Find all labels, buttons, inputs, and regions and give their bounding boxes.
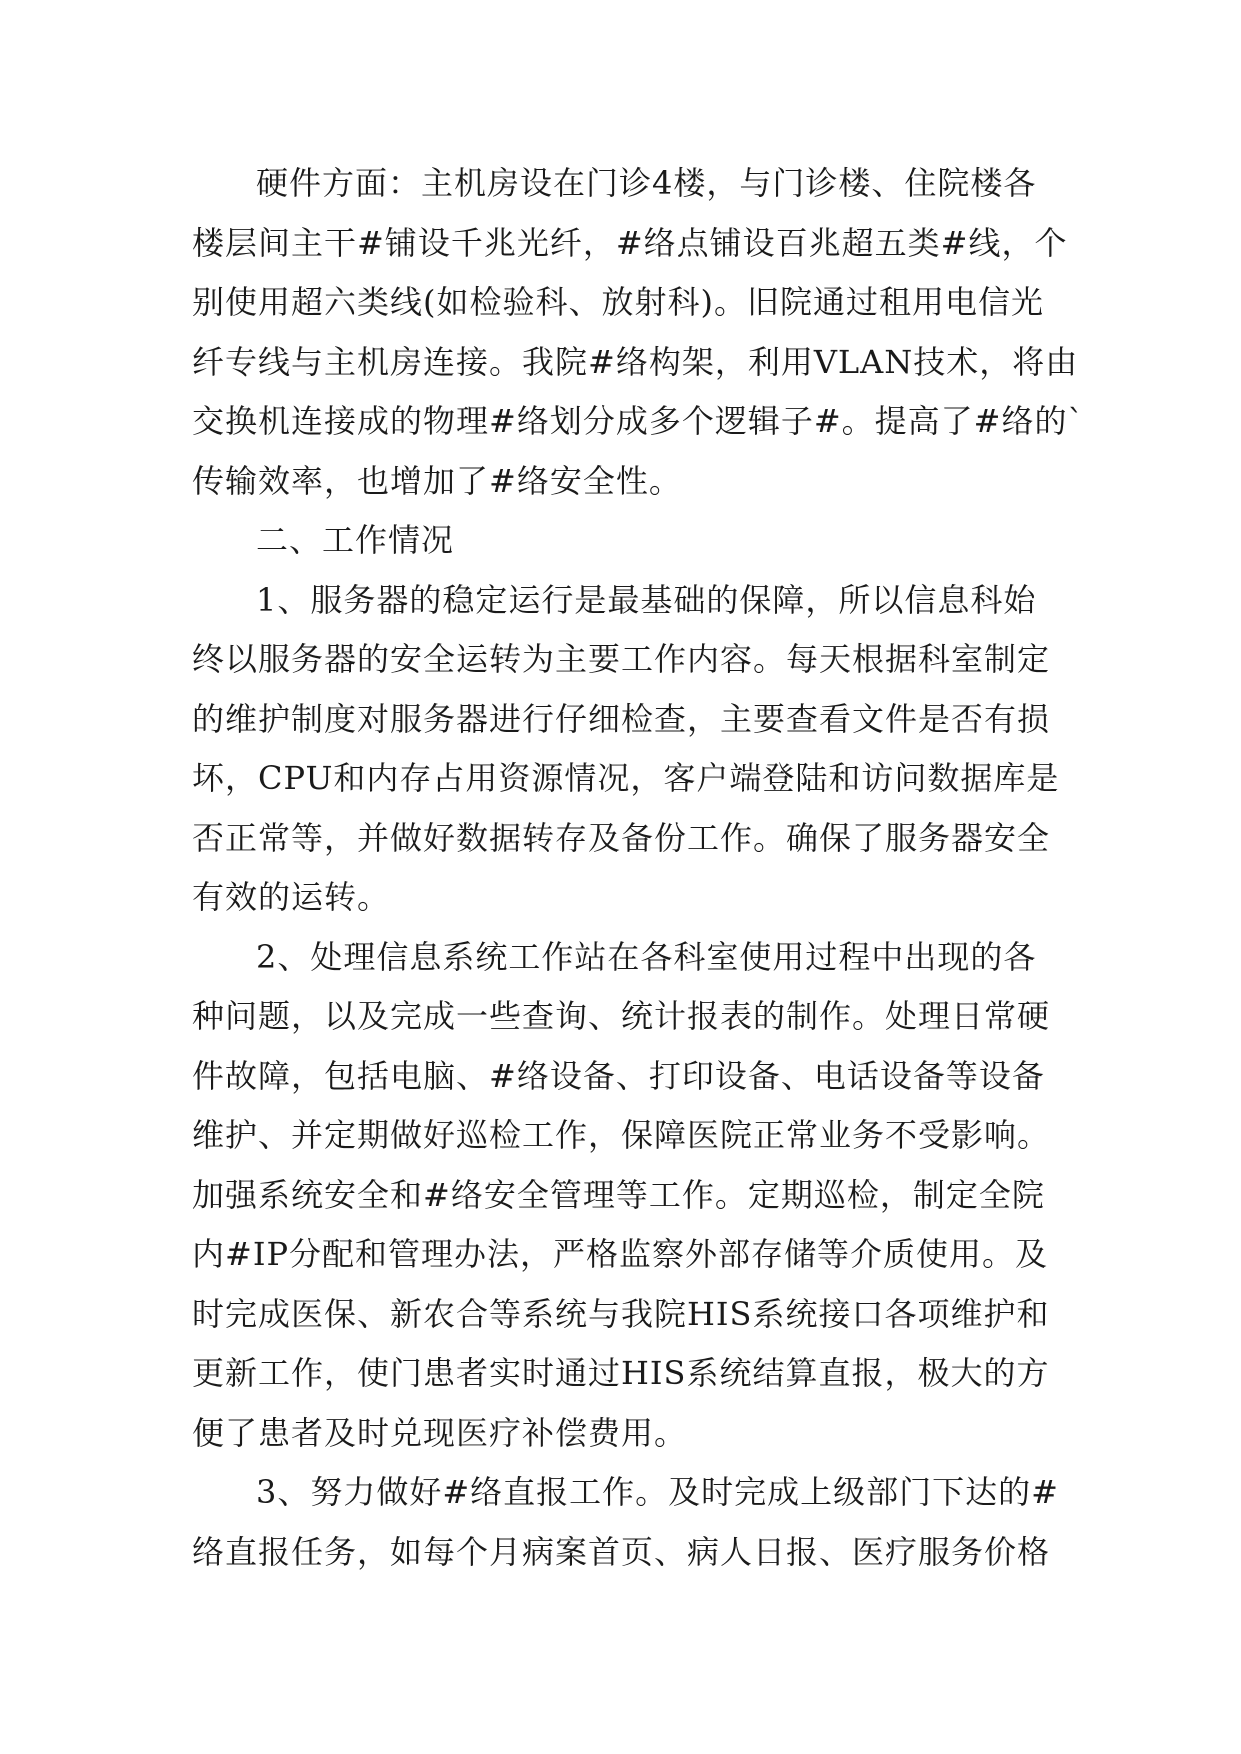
text-line: 3、努力做好#络直报工作。及时完成上级部门下达的# bbox=[256, 1473, 1059, 1511]
document-body bbox=[192, 154, 1085, 1582]
text-line: 楼层间主干#铺设千兆光纤，#络点铺设百兆超五类#线，个 bbox=[192, 223, 1068, 262]
section-heading: 二、工作情况 bbox=[256, 521, 455, 559]
text-line: 件故障，包括电脑、#络设备、打印设备、电话设备等设备 bbox=[192, 1056, 1045, 1095]
text-line: 终以服务器的安全运转为主要工作内容。每天根据科室制定 bbox=[192, 640, 1051, 678]
text-line: 便了患者及时兑现医疗补偿费用。 bbox=[192, 1413, 688, 1452]
text-line: 有效的运转。 bbox=[192, 878, 391, 916]
text-line: 内#IP分配和管理办法，严格监察外部存储等介质使用。及 bbox=[192, 1235, 1048, 1273]
text-line: 的维护制度对服务器进行仔细检查，主要查看文件是否有损 bbox=[192, 699, 1051, 738]
text-line: 更新工作，使门患者实时通过HIS系统结算直报，极大的方 bbox=[192, 1354, 1050, 1392]
text-line: 络直报任务，如每个月病案首页、病人日报、医疗服务价格 bbox=[192, 1532, 1051, 1571]
text-line: 种问题，以及完成一些查询、统计报表的制作。处理日常硬 bbox=[192, 997, 1051, 1035]
text-line: 交换机连接成的物理#络划分成多个逻辑子#。提高了#络的` bbox=[192, 402, 1085, 440]
text-line: 维护、并定期做好巡检工作，保障医院正常业务不受影响。 bbox=[192, 1116, 1051, 1154]
text-line: 时完成医保、新农合等系统与我院HIS系统接口各项维护和 bbox=[192, 1294, 1050, 1333]
text-line: 2、处理信息系统工作站在各科室使用过程中出现的各 bbox=[256, 937, 1037, 976]
text-line: 传输效率，也增加了#络安全性。 bbox=[192, 461, 682, 500]
text-line: 1、服务器的稳定运行是最基础的保障，所以信息科始 bbox=[256, 580, 1037, 619]
text-line: 硬件方面：主机房设在门诊4楼，与门诊楼、住院楼各 bbox=[256, 164, 1037, 202]
text-line: 坏，CPU和内存占用资源情况，客户端登陆和访问数据库是 bbox=[192, 759, 1060, 797]
text-line: 别使用超六类线(如检验科、放射科)。旧院通过租用电信光 bbox=[192, 283, 1044, 321]
text-line: 否正常等，并做好数据转存及备份工作。确保了服务器安全 bbox=[192, 818, 1051, 857]
text-line: 加强系统安全和#络安全管理等工作。定期巡检，制定全院 bbox=[192, 1175, 1045, 1214]
text-line: 纤专线与主机房连接。我院#络构架，利用VLAN技术，将由 bbox=[192, 342, 1079, 381]
